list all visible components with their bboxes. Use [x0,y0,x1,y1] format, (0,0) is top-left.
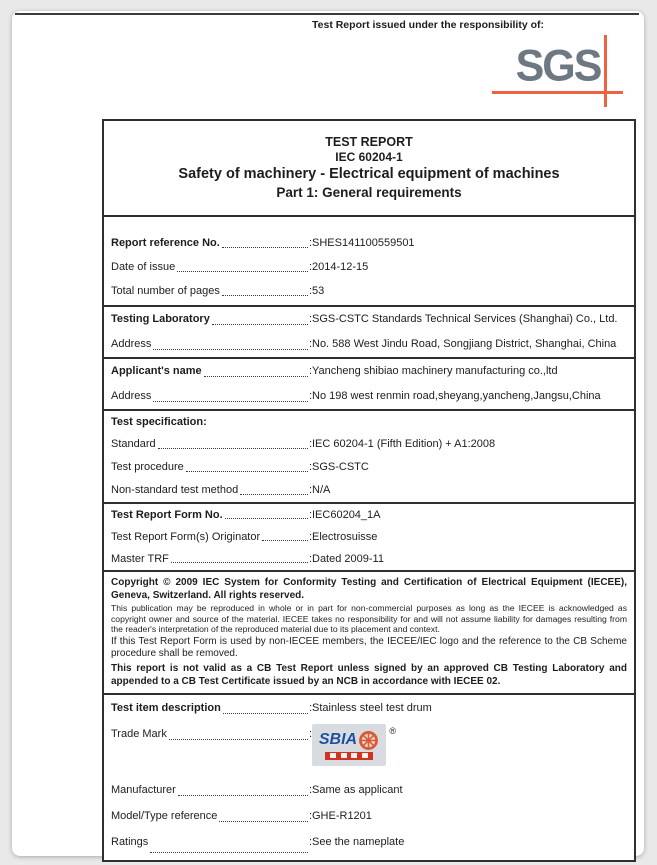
row-value: Same as applicant [312,783,403,796]
table-row [104,255,634,279]
table-row [104,721,634,777]
row-value: Stainless steel test drum [312,701,432,714]
band-glyph [362,753,368,758]
row-label: Master TRF [111,553,169,565]
row-value: GHE-R1201 [312,809,372,822]
table-row [104,548,634,570]
row-label-wrap [111,479,312,502]
sgs-crosshair-vertical-line [604,35,607,107]
dotted-leader [223,713,308,714]
dotted-leader [222,295,308,296]
document-page [12,11,644,856]
copyright-small-print: This publication may be reproduced in whole or in part for non-commercial purposes as long as the IECEE is acknowledged as copyright owner and source of the material. IECEE takes no responsibility for and will not assume liability for damages resulting from the reader's interpretation of the reproduced material due to its placement and context. [111,603,627,634]
row-label: Address [111,338,152,350]
row-value: SGS-CSTC [312,461,369,473]
row-value: SGS-CSTC Standards Technical Services (Shanghai) Co., Ltd. [312,313,618,325]
row-label-wrap [111,255,312,279]
row-label: Test Report Form(s) Originator [111,531,261,543]
row-label-wrap [111,526,312,548]
registered-mark: ® [389,725,396,736]
report-table [102,119,636,862]
colon-separator: : [308,365,312,377]
row-label-wrap [111,803,312,829]
section-header: Test specification: [111,416,207,428]
row-label: Standard [111,438,156,450]
band-glyph [341,753,347,758]
dotted-leader [222,247,308,248]
table-row [104,695,634,721]
row-label: Ratings [111,835,149,848]
colon-separator: : [308,390,312,402]
row-label: Report reference No. [111,237,220,249]
dotted-leader [153,349,308,350]
row-label: Test Report Form No. [111,509,223,521]
row-value: Electrosuisse [312,531,378,543]
wheel-icon [358,730,379,751]
colon-separator: : [308,531,312,543]
dotted-leader [169,739,308,740]
table-sections [104,217,634,860]
table-row [104,829,634,860]
band-glyph [351,753,357,758]
dotted-leader [178,795,308,796]
colon-separator: : [308,727,312,740]
table-row [104,231,634,255]
colon-separator: : [308,809,312,822]
trade-mark-brand-row [319,730,379,751]
sgs-crosshair-horizontal-line [492,91,623,94]
row-value: No. 588 West Jindu Road, Songjiang District, Shanghai, China [312,338,617,350]
title-line-1: TEST REPORT [325,135,413,149]
table-section [104,217,634,305]
title-line-4: Part 1: General requirements [276,185,462,200]
row-label: Test item description [111,701,221,714]
dotted-leader [204,376,308,377]
row-label-wrap [111,307,312,332]
row-label-wrap [111,721,312,747]
table-section [104,502,634,570]
dotted-leader [262,540,308,541]
row-value: Yancheng shibiao machinery manufacturing co.,ltd [312,365,558,377]
row-value: See the nameplate [312,835,405,848]
row-value: N/A [312,484,331,496]
table-section [104,357,634,409]
row-value: No 198 west renmin road,sheyang,yancheng,Jangsu,China [312,390,601,402]
copyright-title: Copyright © 2009 IEC System for Conformity Testing and Certification of Electrical Equipment (IECEE), Geneva, Switzerland. All rights reserved. [111,577,627,601]
dotted-leader [177,271,308,272]
dotted-leader [158,448,308,449]
table-row [104,777,634,803]
row-label-wrap [111,504,312,526]
colon-separator: : [308,261,312,273]
table-row [104,526,634,548]
row-label-wrap [111,279,312,303]
trade-mark-logo [312,724,396,777]
table-row [104,279,634,303]
row-label: Address [111,390,152,402]
table-row [104,332,634,357]
colon-separator: : [308,553,312,565]
row-label: Non-standard test method [111,484,239,496]
row-label-wrap [111,695,312,721]
dotted-leader [225,518,308,519]
sgs-logo: SGS [515,41,601,91]
colon-separator: : [308,783,312,796]
row-label-wrap [111,829,312,860]
dotted-leader [153,401,308,402]
row-label-wrap [111,548,312,570]
dotted-leader [212,324,308,325]
table-row [104,479,634,502]
row-label-wrap [111,456,312,479]
colon-separator: : [308,484,312,496]
table-row [104,307,634,332]
dotted-leader [171,562,308,563]
colon-separator: : [308,237,312,249]
copyright-validity-note: This report is not valid as a CB Test Report unless signed by an approved CB Testing Laboratory and appended to a CB Test Certificate issued by an NCB in accordance with IECEE 02. [111,662,627,687]
table-row [104,504,634,526]
dotted-leader [219,821,308,822]
title-block [104,121,634,217]
row-value: IEC 60204-1 (Fifth Edition) + A1:2008 [312,438,496,450]
table-row [104,803,634,829]
row-label-wrap [111,384,312,409]
table-row [104,384,634,409]
row-label: Testing Laboratory [111,313,210,325]
row-value: 2014-12-15 [312,261,369,273]
dotted-leader [240,494,308,495]
row-value: IEC60204_1A [312,509,381,521]
row-label: Test procedure [111,461,184,473]
row-value: 53 [312,285,325,297]
colon-separator: : [308,835,312,848]
trade-mark-box [312,724,386,766]
title-line-3: Safety of machinery - Electrical equipment of machines [178,166,560,182]
row-label: Applicant's name [111,365,202,377]
copyright-removal-note: If this Test Report Form is used by non-IECEE members, the IECEE/IEC logo and the reference to the CB Scheme procedure shall be removed. [111,635,627,659]
sbia-brand-text: SBIA [318,731,358,748]
colon-separator: : [308,701,312,714]
table-row [104,456,634,479]
colon-separator: : [308,461,312,473]
row-label: Trade Mark [111,727,167,740]
table-section [104,693,634,860]
colon-separator: : [308,313,312,325]
band-glyph [330,753,336,758]
row-label-wrap [111,359,312,384]
row-label-wrap [111,332,312,357]
table-row [104,359,634,384]
table-section [104,409,634,502]
table-section [104,305,634,357]
row-value: Dated 2009-11 [312,553,384,565]
colon-separator: : [308,285,312,297]
table-section [104,570,634,693]
title-line-2: IEC 60204-1 [335,150,403,164]
colon-separator: : [308,338,312,350]
row-label-wrap [111,777,312,803]
colon-separator: : [308,509,312,521]
responsibility-note: Test Report issued under the responsibility of: [312,19,544,31]
trade-mark-band [325,752,373,760]
table-row [104,433,634,456]
row-label-wrap [111,231,312,255]
row-label: Date of issue [111,261,176,273]
row-label: Manufacturer [111,783,176,796]
colon-separator: : [308,438,312,450]
dotted-leader [186,471,308,472]
row-label-wrap [111,433,312,456]
dotted-leader [150,852,308,853]
row-label: Total number of pages [111,285,220,297]
row-label: Model/Type reference [111,809,218,822]
scan-edge-line [15,13,639,15]
row-value: SHES141100559501 [312,237,415,249]
